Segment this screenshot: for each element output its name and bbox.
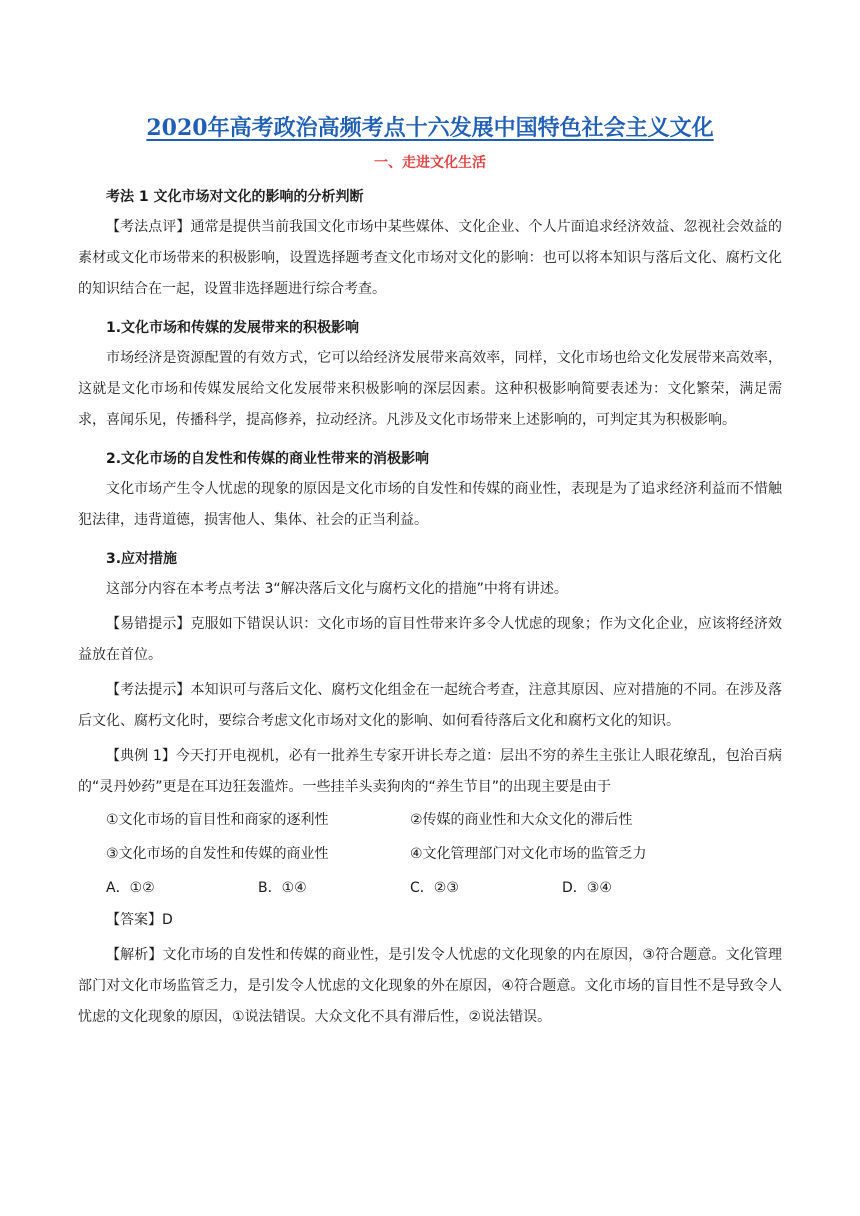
yicuo-tip: 【易错提示】克服如下错误认识：文化市场的盲目性带来许多令人忧虑的现象；作为文化企业，应该将经济效益放在首位。 xyxy=(78,616,782,663)
paragraph-3: 这部分内容在本考点考法 3“解决落后文化与腐朽文化的措施”中将有讲述。 xyxy=(106,581,568,597)
kaofa-heading: 考法 1 文化市场对文化的影响的分析判断 xyxy=(106,189,364,205)
option-4: ④文化管理部门对文化市场的监管乏力 xyxy=(410,846,647,862)
answer: 【答案】D xyxy=(106,912,173,928)
heading-3: 3.应对措施 xyxy=(106,551,178,567)
options-row-2 xyxy=(78,837,782,871)
document-title: 2020年高考政治高频考点十六发展中国特色社会主义文化 xyxy=(146,115,714,141)
paragraph-1: 市场经济是资源配置的有效方式，它可以给经济发展带来高效率，同样，文化市场也给文化发展带来高效率，这就是文化市场和传媒发展给文化发展带来积极影响的深层因素。这种积极影响简要表述为：文化繁荣，满足需求，喜闻乐见，传播科学，提高修养，拉动经济。凡涉及文化市场带来上述影响的，可判定其为积极影响。 xyxy=(78,350,782,428)
choice-c: C．②③ xyxy=(410,880,459,896)
answer-choices xyxy=(78,871,782,905)
example-question: 【典例 1】今天打开电视机，必有一批养生专家开讲长寿之道：层出不穷的养生主张让人眼花缭乱，包治百病的“灵丹妙药”更是在耳边狂轰滥炸。一些挂羊头卖狗肉的“养生节目”的出现主要是由于 xyxy=(78,748,782,795)
section-subtitle: 一、走进文化生活 xyxy=(374,155,486,171)
choice-d: D．③④ xyxy=(562,880,612,896)
paragraph-2: 文化市场产生令人忧虑的现象的原因是文化市场的自发性和传媒的商业性，表现是为了追求经济利益而不惜触犯法律，违背道德，损害他人、集体、社会的正当利益。 xyxy=(78,481,782,528)
option-3: ③文化市场的自发性和传媒的商业性 xyxy=(106,846,329,862)
kaofa-dianping: 【考法点评】通常是提供当前我国文化市场中某些媒体、文化企业、个人片面追求经济效益、忽视社会效益的素材或文化市场带来的积极影响，设置选择题考查文化市场对文化的影响：也可以将本知识与落后文化、腐朽文化的知识结合在一起，设置非选择题进行综合考查。 xyxy=(78,219,782,297)
choice-b: B．①④ xyxy=(258,880,307,896)
heading-2: 2.文化市场的自发性和传媒的商业性带来的消极影响 xyxy=(106,451,430,467)
heading-1: 1.文化市场和传媒的发展带来的积极影响 xyxy=(106,320,360,336)
analysis: 【解析】文化市场的自发性和传媒的商业性，是引发令人忧虑的文化现象的内在原因，③符合题意。文化管理部门对文化市场监管乏力，是引发令人忧虑的文化现象的外在原因，④符合题意。文化市场的盲目性不是导致令人忧虑的文化现象的原因，①说法错误。大众文化不具有滞后性，②说法错误。 xyxy=(78,947,782,1025)
option-1: ①文化市场的盲目性和商家的逐利性 xyxy=(106,812,329,828)
options-row-1 xyxy=(78,803,782,837)
choice-a: A．①② xyxy=(106,880,155,896)
option-2: ②传媒的商业性和大众文化的滞后性 xyxy=(410,812,633,828)
kaofa-tip: 【考法提示】本知识可与落后文化、腐朽文化组金在一起统合考查，注意其原因、应对措施的不同。在涉及落后文化、腐朽文化时，要综合考虑文化市场对文化的影响、如何看待落后文化和腐朽文化的知识。 xyxy=(78,682,782,729)
